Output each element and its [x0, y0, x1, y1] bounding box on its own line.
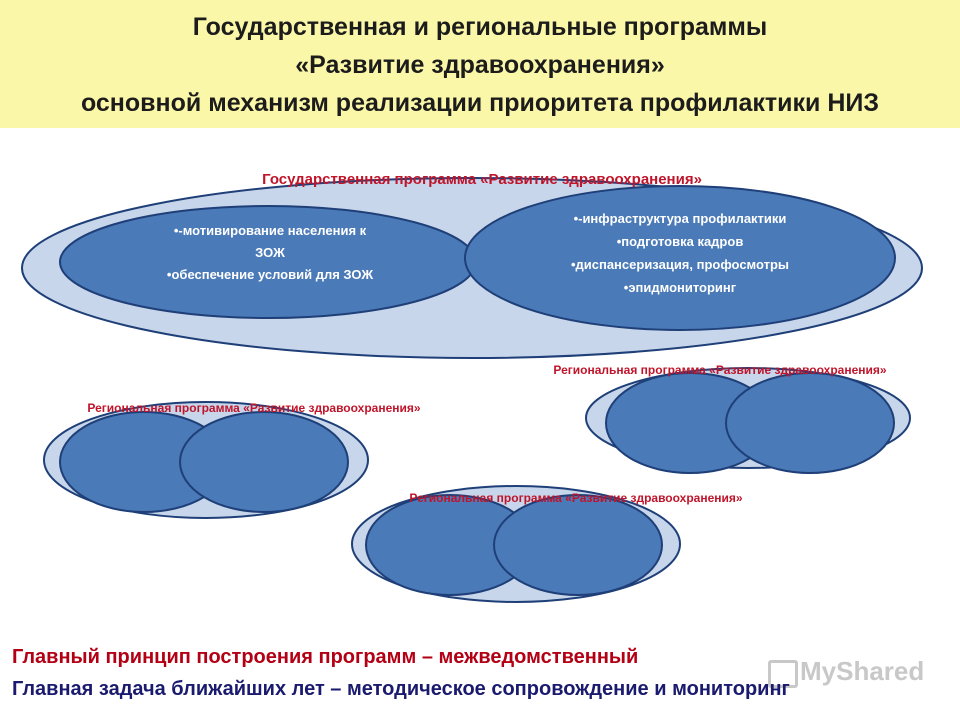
state-right-item-2: •подготовка кадров: [616, 234, 744, 249]
state-right-item-3: •диспансеризация, профосмотры: [570, 257, 790, 272]
state-right-item-1: •-инфраструктура профилактики: [573, 211, 787, 226]
title-line-3: основной механизм реализации приоритета профилактики НИЗ: [80, 89, 880, 117]
regional-bottom-circle-2: [494, 495, 662, 595]
regional-program-label-left: Региональная программа «Развитие здравоохранения»: [87, 401, 421, 415]
regional-program-label-bottom: Региональная программа «Развитие здравоохранения»: [409, 491, 743, 505]
state-left-item-2: ЗОЖ: [255, 245, 285, 260]
main-principle-text: Главный принцип построения программ – межведомственный: [12, 646, 639, 668]
state-left-item-1: •-мотивирование населения к: [173, 223, 367, 238]
state-right-item-4: •эпидмониторинг: [623, 280, 737, 295]
main-task-text: Главная задача ближайших лет – методическое сопровождение и мониторинг: [12, 678, 790, 700]
title-line-2: «Развитие здравоохранения»: [295, 51, 665, 79]
title-line-1: Государственная и региональные программы: [192, 13, 768, 41]
state-program-label: Государственная программа «Развитие здравоохранения»: [262, 171, 702, 188]
watermark-text: MyShared: [800, 656, 925, 686]
regional-program-label-right: Региональная программа «Развитие здравоохранения»: [553, 363, 887, 377]
regional-left-circle-2: [180, 412, 348, 512]
regional-right-circle-2: [726, 373, 894, 473]
state-left-item-3: •обеспечение условий для ЗОЖ: [166, 267, 374, 282]
